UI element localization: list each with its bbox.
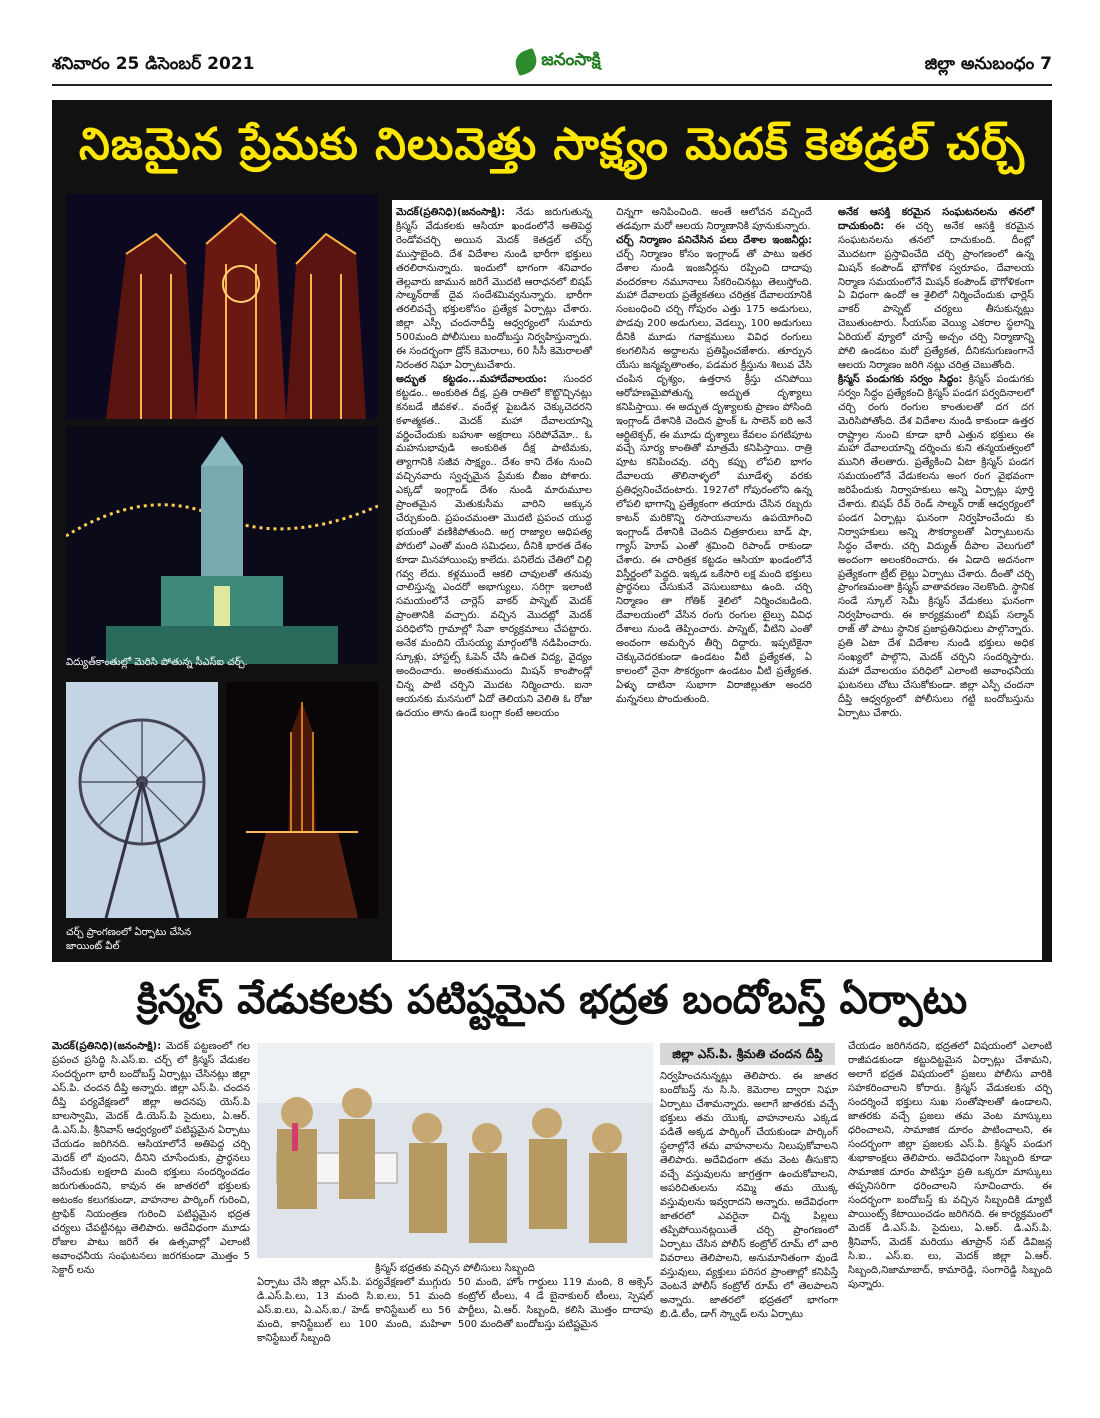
subheading: చర్చ్ నిర్మాణం పనిచేసిన పలు దేశాల ఇంజనీర్లు: [616,234,812,246]
tower-lights-image [226,682,378,918]
cathedral-night-photo [66,194,378,419]
subheading: క్రిస్మస్ పండుగకు సర్వం సిద్ధం: [838,373,963,385]
paragraph: సుందర కట్టడం.. అంకుఠిత దీక్ష, ప్రతి రాతిలో కొట్టొచ్చినట్లు కనబడే జీవకళ.. వందేళ్ల పైబడిన చెక్కుచెదరని కళాత్మకత.. మెదక్ మహా దేవాలయాన్ని వర్ణించేందుకు బహుశా అక్షరాలు సరిపోవేమో.. ఓ మహనుభావుడి అంకుఠిత దీక్ష పాటిమకు, త్యాగానికి సజీవ సాక్ష్యం.. దేశం కాని దేశం నుంచి వచ్చినవారు స్వచ్ఛమైన ప్రేమకు బీజం పోశారు. ఎక్కడో ఇంగ్లాండ్ దేశం నుండి మారుమూల ప్రాంతమైన మెతుకుసీమ వారిని అక్కున చేర్చుకుంది. ప్రపంచమంతా మొదటి ప్రపంచ యుద్ధ భయంతో వణికిపోతుంది. అగ్ర రాజ్యాల ఆధిపత్య పోరులో ఎంతో మంది సమిధలు, దీనికి భారత దేశం కూడా మినహాయింపు కాలేదు. పనిలేదు చేతిలో చిల్లి గవ్వ లేదు. కళ్లముందే ఆకలి చావులతో తనువు చాలిస్తున్న ఎందరో అభాగ్యులు. సరిగ్గా ఇలాంటి సమయంలోనే చార్లెస్ వాకర్ పాస్నెట్ మెదక్ ప్రాంతానికి వచ్చారు. వచ్చిన మొదట్లో మెదక్ పరిధిలోని గ్రామాల్లో సేవా కార్యక్రమాలు చేపట్టారు. అనేక మందిని యేసయ్య మార్గంలోకి నడిపించారు. స్కూళ్లు, హాస్టల్స్ ఓపెన్ చేసి ఉచిత విద్య, వైద్యం అందించారు. అంతకుముందు మిషన్ కాంపౌండ్లో చిన్న పాటి చర్చిని మొదట నిర్మించారు. ఐనా ఆయనకు మనసులో ఏదో తెలియని వెలితి ఓ రోజు ఉదయం తాను ఉండే బంగ్లా కంటే ఆలయం [396,373,592,719]
article-column-3 [838,206,1034,721]
article-cathedral [52,100,1052,962]
security-column-4 [660,1070,838,1322]
security-headline: క్రిస్మస్ వేడుకలకు పటిష్టమైన భద్రత బందోబస్త్ ఏర్పాటు [136,977,968,1023]
paragraph: నేడు జరుగుతున్న క్రిస్మస్ వేడుకలకు ఆసియా ఖండంలోనే అతిపెద్ద రెండోవచర్చి అయిన మెదక్ కెతడ్రల్ చర్చ్ ముస్తాబైంది. దేశ విదేశాల నుండి భారీగా భక్తులు తరలిరానున్నారు. ఇందులో భాగంగా శనివారం తెల్లవారు జామున జరిగే మొదటి ఆరాధనలో బిషప్ సాల్మన్‌రాజ్ దైవ సందేశమివ్వనున్నారు. భారీగా తరలివచ్చే భక్తులకోసం ప్రత్యేక ఏర్పాట్లు చేశారు. జిల్లా ఎస్పీ చందనాదీప్తి ఆధ్వర్యంలో సుమారు 500మంది పోలీసులు బందోబస్తు నిర్వహిస్తున్నారు. ఈ సందర్భంగా డ్రోన్ కెమెరాలు, 60 సీసీ కెమెరాలతో నిరంతర నిఘా ఏర్పాటుచేశారు. [396,207,592,371]
logo-text: జనంసాక్షి [541,50,601,70]
paragraph: మెదక్ పట్టణంలో గల ప్రపంచ ప్రసిద్ధి సి.ఎస్.ఐ. చర్చ్ లో క్రిస్మస్ వేడుకల సందర్భంగా భారీ బందోబస్త్ ఏర్పాట్లు చేసినట్లు జిల్లా ఎస్.పి. చందన దీప్తి అన్నారు. జిల్లా ఎస్.పి. చందన దీప్తి పర్యవేక్షణలో జిల్లా అదనపు యెస్.పి బాలస్వామి, మెదక్ డి.యెస్.పి సైదులు, ఏ.ఆర్. డి.ఎస్.పి. శ్రీనివాస్ ఆధ్వర్యంలో పటిష్టమైన ఏర్పాటు చేయడం జరిగినది. ఆసియాలోనే అతిపెద్ద చర్చి మెదక్ లో వుందని, దీనిని చూసేందుకు, ప్రార్థనలు చేసేందుకు లక్షలాది మంది భక్తులు సందర్శించడం జరుగుతుందని, కావున ఈ జాతరలో భక్తులకు అటంకం కలుగకుండా, వాహనాల పార్కింగ్ గురించి, ట్రాఫిక్ నియంత్రణ గురించి పటిష్టమైన భద్రత చర్యలు చేపట్టినట్లు తెలిపారు. అదేవిధంగా మూడు రోజుల పాటు జరిగే ఈ ఉత్సవాల్లో ఎలాంటి అవాంఛనీయ సంఘటనలు జరగకుండా మొత్తం 5 సెక్టార్ లను [52,1041,250,1276]
paragraph: ఈ చర్చి అనేక ఆసక్తి కరమైన సంఘటనలను తనలో దాచుకుంది. దీంట్లో మొదటగా ప్రస్తావించేది చర్చి ప్రాంగణంలో ఉన్న మిషన్ కంపౌండ్ భౌగోళిక స్వరూపం, దేవాలయ నిర్మాణ సమయంలోనే మిషన్ కంపౌండ్ భౌగోళికంగా ఏ విధంగా ఉందో ఆ శైలిలో నిర్మించేందుకు ఛార్లెస్ వాకర్ పాస్నెట్ చర్యలు తీసుకున్నట్లు చెబుతుంటారు. సీయస్ఐ వెయ్యి ఎకరాల స్థలాన్ని ఏరియల్ వ్యూలో చూస్తే అచ్చం చర్చి నిర్మాణాన్ని పోలి ఉండటం మరో ప్రత్యేకత, దీనికనుగుణంగానే ఆలయ నిర్మాణం జరిగి నట్లు చరిత్ర చెబుతోంది. [838,220,1034,371]
cathedral-lights-image [66,194,378,419]
photo-caption-church: విద్యుత్‌కాంతుల్లో మెరిసి పోతున్న సీఎస్‌ఐ చర్చ్. [66,657,248,668]
paragraph: 50 మంది, హోం గార్డులు 119 మంది, 8 అక్సెస్ కంట్రోల్ టీంలు, 4 డే బైనాకులర్ టీంలు, స్పెషల్ పార్టీలు, ఏ.ఆర్. సిబ్బంది, కలిసి మొత్తం దాదాపు 500 మందితో బందోబస్తు పటిష్టమైన [458,1277,653,1330]
csi-church-photo [66,426,378,664]
sp-name-box: జిల్లా ఎస్‌.పి. శ్రీమతి చందన దీప్తి [660,1043,835,1065]
security-column-1 [52,1040,250,1278]
tower-lights-photo [226,682,378,918]
page-header [52,50,1052,86]
police-officers-image [257,1043,653,1258]
church-tower-image [66,426,378,664]
security-column-2 [257,1276,451,1346]
ferris-wheel-photo [66,682,218,918]
article-column-2 [616,206,812,707]
ferris-wheel-image [66,682,218,918]
dateline: మెదక్(ప్రతినిధి)(జనంసాక్షి): [52,1041,162,1052]
dateline: మెదక్‌(ప్రతినిధి)(జనంసాక్షి): [396,207,506,218]
subheading: అనేక ఆసక్తి కరమైన సంఘటనలను తనలో దాచుకుంది: [838,207,1034,232]
security-column-3 [458,1276,653,1332]
paragraph: చిన్నగా అనిపించింది. అంతే ఆలోచన వచ్చిందే తడవుగా మరో ఆలయ నిర్మాణానికి పూనుకున్నారు. [616,207,812,232]
article-headline: నిజమైన ప్రేమకు నిలువెత్తు సాక్ష్యం మెదక్ కెతడ్రల్ చర్చ్ [79,119,1025,170]
masthead-logo [502,46,614,78]
paragraph: ఏర్పాటు చేసి జిల్లా ఎస్.పి. పర్యవేక్షణలో ముగ్గురు డి.ఎస్.పి.లు, 13 మంది సి.ఐ.లు, 51 మంది ఎస్.ఐ.లు, ఏ.ఎస్.ఐ./ హెడ్ కానిస్టేబుల్ లు 56 మంది, కానిస్టేబుల్ లు 100 మంది, మహిళా కానిస్టేబుల్ సిబ్బంది [257,1277,451,1344]
police-meeting-photo [257,1043,653,1258]
paragraph: చర్చ్ నిర్మాణం కోసం ఇంగ్లాండ్ తో పాటు ఇతర దేశాల నుండి ఇంజనీర్లను రప్పించి దాదాపు వందరకాల నమూనాలు సేకరించినట్లు తెలుస్తోంది. మహా దేవాలయ ప్రత్యేకతలు చరిత్రక దేవాలయానికి సంబంధించి చర్చి గోపురం ఎత్తు 175 అడుగులు, పొడవు 200 అడుగులు, వెడల్పు, 100 అడుగులు దీనికి మూడు గవాక్షములు వివిధ రంగులు కలగలిసిన అద్దాలను ప్రతిష్ఠించజేశారు. తూర్పున యేసు జన్మవృతాంతం, పడమర క్రీస్తును శిలువ వేసి చంపిన దృశ్యం, ఉత్తరాన క్రీస్తు చనిపోయి ఆరోహణమైపోతున్న అద్భుత దృశ్యాలు కనిపిస్తాయి. ఈ అద్భుత దృశ్యాలకు ప్రాణం పోసింది ఇంగ్లాండ్ దేశానికి చెందిన ఫ్రాంక్ ఓ సాలెన్ ఐరి అనే ఆర్టిటెక్చర్, ఈ మూడు దృశ్యాలు కేవలం పగటిపూట వచ్చే సూర్య కాంతితో మాత్రమే కనిపిస్తాయి. రాత్రి పూట కనిపించవు. చర్చి కప్పు లోపలి భాగం దేవాలయ తొలినాళ్ళలో మూడేళ్ళ వరకు ప్రతిధ్వనించేదంటారు. 1927లో గోపురంలోని ఉన్న లోపలి భాగాన్ని ప్రత్యేకంగా తయారు చేసిన రబ్బరు కాటన్ మరికొన్ని రసాయనాలను ఉపయోగించి ఇంగ్లాండ్ దేశానికి చెందిన చిత్రకారులు బాడ్ షా, గ్యాస్ హెూప్ ఎంతో శ్రమించి రిపాండ్ రాకుండా చేశారు. ఈ చారిత్రక కట్టడం ఆసియా ఖండంలోనే విస్తీర్ణంలో పెద్దది. ఇక్కడ ఒకేసారి లక్ష మంది భక్తులు ప్రార్థనలు చేసుకునే వెసులుబాటు ఉంది. చర్చి నిర్మాణం తా గోతిక్ శైలిలో నిర్మించబడింది. దేవాలయంలో వేసిన రంగు రంగుల టైల్సు వివిధ దేశాలు నుండి తెప్పించారు. పాస్నెట్, వీటిని ఎంతో అందంగా అమర్చిన తీర్చి దిద్దారు. ఇప్పటికైనా చెక్కుచెదరకుండా ఉండటం వీటి ప్రత్యేకత, ఏ కాలంలో నైనా సౌకర్యంగా ఉండటం వీటి ప్రత్యేకత. ఏళ్ళు దాటినా సుభాగా విరాజిల్లుతూ అందరి మన్ననలు పొందుతుంది. [616,248,812,705]
security-column-5 [848,1040,1052,1292]
article-text-panel [392,200,1042,960]
subheading: అద్భుత కట్టడం...మహాదేవాలయం: [396,373,547,385]
photo-caption-police: క్రిస్మస్ భద్రతకు వచ్చిన పోలీసులు సిబ్బంది [375,1263,535,1274]
leaf-icon [512,48,540,76]
page-section: జిల్లా అనుబంధం 7 [924,54,1052,74]
paragraph: క్రిస్మస్ పండుగకు సర్వం సిద్ధం ప్రత్యేకంచి క్రిస్మస్ పండగ పర్వదినాలలో చర్చి రంగు రంగుల కాంతులతో దగ దగ మెరిసిపోతోంది. దేశ విదేశాల నుండి కాకుండా ఉత్తర రాష్ట్రాల నుంచి కూడా భారీ ఎత్తున భక్తులు ఈ మహా దేవాలయాన్ని దర్శించు కుని తన్మయత్వంలో మునిగి తేలతారు. ప్రత్యేకించి ఏటా క్రిస్మస్ పండగ సమయంలోనే వేడుకలను అంగ రంగ వైభవంగా జరిపేందుకు నిర్వాహకులు అన్ని ఏర్పాట్లు పూర్తి చేశారు. బిషప్ రేవ్ రెండ్ సాల్మన్ రాజ్ ఆధ్వర్యంలో పండగ ఏర్పాట్లు ఘనంగా నిర్వహించేందు కు నిర్వాహకులు అన్ని సౌకర్యాలతో ఏర్పాటులను సిద్ధం చేశారు. చర్చి విద్యుత్ దీపాల వెలుగులో అందంగా అలంకరించారు. ఈ ఏడాది అదనంగా ప్రత్యేకంగా ట్రీట్ లైట్లు ఏర్పాటు చేశారు. దీంతో చర్చి ప్రాంగణమంతా క్రిస్మస్ వాతావరణం నెలకొంది. స్థానిక సండే స్కూల్ సెమీ క్రిస్మస్ వేడుకలు ఘనంగా నిర్వహించారు. ఈ కార్యక్రమంలో బిషప్ సల్మాన్ రాజ్ తో పాటు స్థానిక ప్రజాప్రతినిధులు పాల్గొన్నారు. ప్రతి ఏటా దేశ విదేశాల నుండి భక్తులు అధిక సంఖ్యలో పాల్గొని, మెదక్ చర్చిని సందర్శిస్తారు. మహా దేవాలయం పరిధిలో ఎలాంటి అవాంఛనీయ ఘటనలు చోటు చేసుకోకుండా. జిల్లా ఎస్పీ చందనా దీప్తి ఆధ్వర్యంలో పోలీసులు గట్టి బందోబస్తును ఏర్పాటు చేశారు. [838,373,1034,719]
photo-caption-wheel: చర్చ్ ప్రాంగణంలో ఏర్పాటు చేసిన జాయింట్ వీల్ [66,927,192,952]
article-column-1 [396,206,592,721]
paragraph: చేయడం జరిగినదని, భద్రతలో విషయంలో ఎలాంటి రాజీపడకుండా కట్టుదిట్టమైన ఏర్పాట్లు చేశామని, అలాగే భద్రత విషయంలో ప్రజలు పోలీసు వారికి సహకరించాలని కోరారు. క్రిస్మస్ వేడుకలకు చర్చి సందర్శించే భక్తులు సుఖ సంతోషాలతో ఉండాలని, జాతరకు వచ్చే ప్రజలు తమ వెంట మాస్కులు ధరించాలని, సామాజిక దూరం పాటించాలని, ఈ సందర్భంగా జిల్లా ప్రజలకు ఎస్.పి. క్రిస్మస్ పండుగ శుభాకాంక్షలు తెలిపారు. అదేవిధంగా సిబ్బంది కూడా సామాజిక దూరం పాటిస్తూ ప్రతి ఒక్కరూ మాస్కులు తప్పనిసరిగా ధరించాలని సూచించారు. ఈ సందర్భంగా బందోబస్త్ కు వచ్చిన సిబ్బందికి డ్యూటీ పాయింట్స్ కేటాయించడం జరిగినది. ఈ కార్యక్రమంలో మెదక్ డి.ఎస్.పి. సైదులు, ఏ.ఆర్. డి.ఎస్.పి. శ్రీనివాస్, మెదక్ మరియు తూప్రాన్ సబ్ డివిజన్ల సి.ఐ., ఎస్.ఐ. లు, మెదక్ జిల్లా ఏ.ఆర్. సిబ్బంది,నిజామాబాద్, కామారెడ్డి, సంగారెడ్డి సిబ్బంది పున్నారు. [848,1041,1052,1290]
paragraph: నిర్వహించనున్నట్లు తెలిపారు. ఈ జాతర బందోబస్త్ ను సి.సి. కెమెరాల ద్వారా నిఘా ఏర్పాటు చేశామన్నారు. అలాగే జాతరకు వచ్చే భక్తులు తమ యొక్క వాహనాలను ఎక్కడ పడితే అక్కడ పార్కింగ్ చేయకుండా పార్కింగ్ స్థలాల్లోనే తమ వాహనాలను నిలుపుకోవాలని తెలిపారు. అదేవిధంగా తమ వెంట తీసుకొని వచ్చే వస్తువులను జాగ్రత్తగా ఉంచుకోవాలని, అపరిచితులను నమ్మి తమ యొక్క వస్తువులను ఇవ్వరాదని అన్నారు. అదేవిధంగా జాతరలో ఎవరైనా చిన్న పిల్లలు తప్పిపోయినట్లయితే చర్చి ప్రాంగణంలో ఏర్పాటు చేసిన పోలీస్ కంట్రోల్ రూమ్ లో వారి వివరాలు తెలిపాలని, అనుమానితంగా వుండే వస్తువులు, వ్యక్తులు పరిసర ప్రాంతాల్లో కనిపిస్తే వెంటనే పోలీస్ కంట్రోల్ రూమ్ లో తెలపాలని అన్నారు. జాతరలో భద్రతలో భాగంగా బి.డి.టీం, డాగ్ స్క్వాడ్ లను ఏర్పాటు [660,1071,838,1320]
issue-date: శనివారం 25 డిసెంబర్ 2021 [52,54,255,74]
